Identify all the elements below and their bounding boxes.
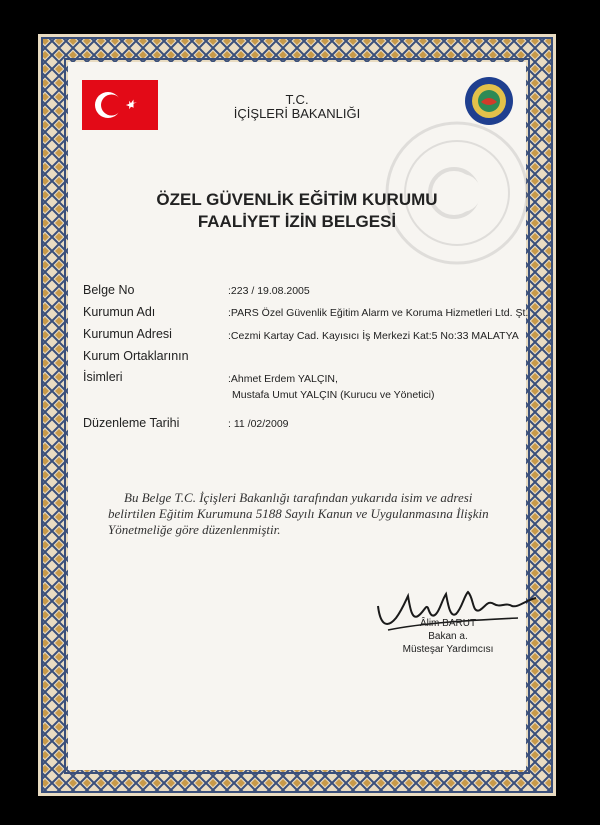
ministry-name: İÇİŞLERİ BAKANLIĞI — [233, 106, 361, 121]
institution-name-label: Kurumun Adı — [83, 305, 156, 319]
partners-label-line-2: İsimleri — [83, 370, 123, 384]
institution-address-label: Kurumun Adresi — [83, 327, 172, 341]
issue-date-label: Düzenleme Tarihi — [83, 416, 180, 430]
legal-statement — [108, 490, 518, 538]
statement-line-1: Bu Belge T.C. İçişleri Bakanlığı tarafından yukarıda isim ve adresi — [124, 490, 473, 505]
signatory-title-1: Bakan a. — [428, 631, 468, 642]
institution-name-value: :PARS Özel Güvenlik Eğitim Alarm ve Koruma Hizmetleri Ltd. Şt. — [228, 307, 529, 319]
certificate-frame — [38, 34, 556, 796]
signatory-title-2: Müsteşar Yardımcısı — [402, 644, 494, 655]
partner-1-value: :Ahmet Erdem YALÇIN, — [228, 373, 338, 385]
certificate-number-label: Belge No — [83, 283, 135, 297]
statement-line-2: belirtilen Eğitim Kurumuna 5188 Sayılı Kanun ve Uygulanmasına İlişkin — [108, 506, 489, 521]
document-title-line-1: ÖZEL GÜVENLİK EĞİTİM KURUMU — [156, 190, 438, 209]
institution-address-value: :Cezmi Kartay Cad. Kayısıcı İş Merkezi Kat:5 No:33 MALATYA — [228, 330, 519, 342]
statement-line-3: Yönetmeliğe göre düzenlenmiştir. — [108, 522, 281, 537]
partner-2-value: Mustafa Umut YALÇIN (Kurucu ve Yönetici) — [232, 389, 435, 401]
issue-date-value: : 11 /02/2009 — [228, 418, 289, 430]
document-title-line-2: FAALİYET İZİN BELGESİ — [197, 212, 397, 231]
partners-label-line-1: Kurum Ortaklarının — [83, 349, 189, 363]
republic-abbreviation: T.C. — [285, 92, 309, 107]
signatory-name: Âlim BARUT — [419, 618, 477, 629]
certificate-number-value: :223 / 19.08.2005 — [228, 285, 310, 297]
